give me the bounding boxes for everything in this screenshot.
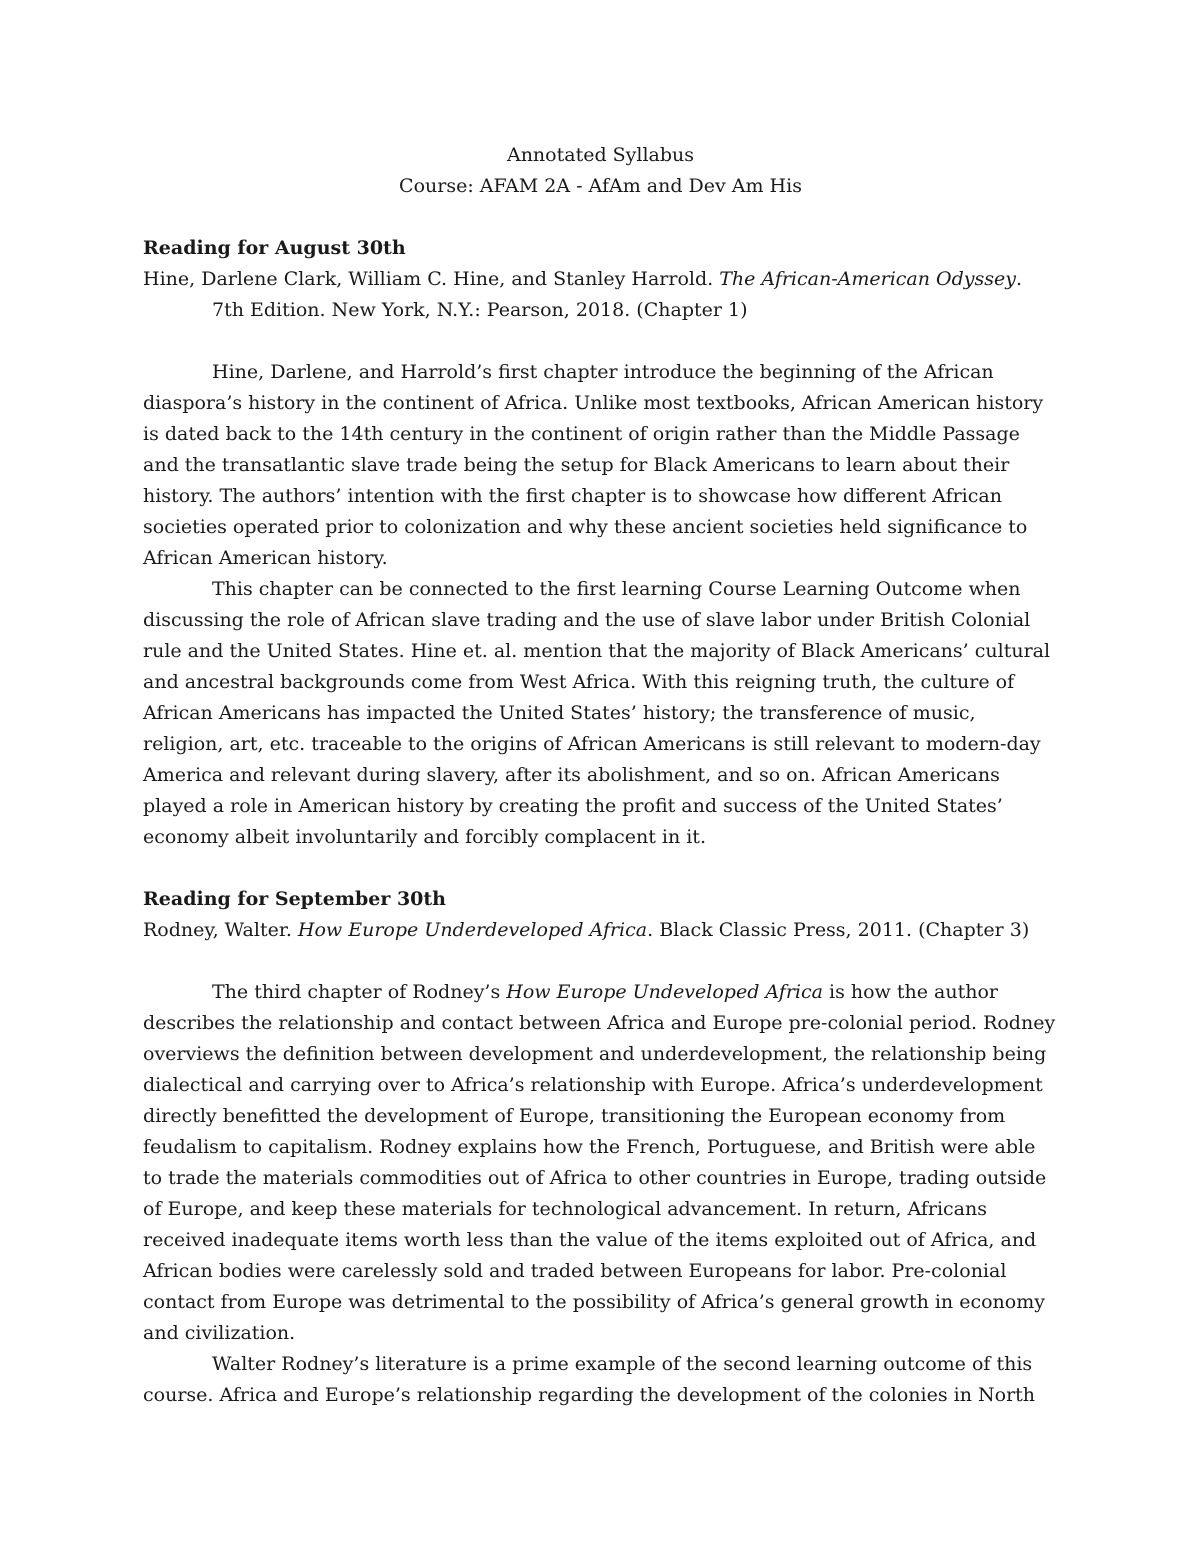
annotation-paragraph [143, 977, 1058, 1349]
section-heading: Reading for August 30th [143, 237, 406, 259]
annotation-paragraph: This chapter can be connected to the first learning Course Learning Outcome when discussing the role of African slave trading and the use of slave labor under British Colonial rule and the United States. Hine et. al. mention that the majority of Black Americans’ cultural and ancestral backgrounds come from West Africa. With this reigning truth, the culture of African Americans has impacted the United States’ history; the transference of music, religion, art, etc. traceable to the origins of African Americans is still relevant to modern-day America and relevant during slavery, after its abolishment, and so on. African Americans played a role in American history by creating the profit and success of the United States’ economy albeit involuntarily and forcibly complacent in it. [143, 578, 1051, 848]
citation [143, 264, 1058, 326]
paragraph-book-title: How Europe Undeveloped Africa [506, 981, 823, 1003]
document-page [143, 140, 1058, 1411]
section-heading: Reading for September 30th [143, 888, 446, 910]
title-block [143, 140, 1058, 202]
citation-details: . 7th Edition. New York, N.Y.: Pearson, 2018. (Chapter 1) [212, 268, 1023, 321]
paragraph-text: is how the author describes the relationship and contact between Africa and Europe pre-colonial period. Rodney overviews the definition between development and underdevelopment, the relationship being dialectical and carrying over to Africa’s relationship with Europe. Africa’s underdevelopment directly benefitted the development of Europe, transitioning the European economy from feudalism to capitalism. Rodney explains how the French, Portuguese, and British were able to trade the materials commodities out of Africa to other countries in Europe, trading outside of Europe, and keep these materials for technological advancement. In return, Africans received inadequate items worth less than the value of the items exploited out of Africa, and African bodies were carelessly sold and traded between Europeans for labor. Pre-colonial contact from Europe was detrimental to the possibility of Africa’s general growth in economy and civilization. [143, 981, 1056, 1344]
annotation-paragraph: Walter Rodney’s literature is a prime example of the second learning outcome of this course. Africa and Europe’s relationship regarding the development of the colonies in North [143, 1353, 1036, 1406]
citation [143, 915, 1058, 946]
paragraph-text: The third chapter of Rodney’s [212, 981, 507, 1003]
spacer [143, 853, 1058, 884]
section-august-30 [143, 233, 1058, 853]
spacer [143, 202, 1058, 233]
course-title: Course: AFAM 2A - AfAm and Dev Am His [399, 175, 802, 197]
section-september-30 [143, 884, 1058, 1411]
citation-author: Rodney, Walter. [143, 919, 298, 941]
citation-author: Hine, Darlene Clark, William C. Hine, and Stanley Harrold. [143, 268, 720, 290]
document-title: Annotated Syllabus [506, 144, 695, 166]
citation-details: . Black Classic Press, 2011. (Chapter 3) [647, 919, 1030, 941]
annotation-paragraph: Hine, Darlene, and Harrold’s first chapter introduce the beginning of the African diaspora’s history in the continent of Africa. Unlike most textbooks, African American history is dated back to the 14th century in the continent of origin rather than the Middle Passage and the transatlantic slave trade being the setup for Black Americans to learn about their history. The authors’ intention with the first chapter is to showcase how different African societies operated prior to colonization and why these ancient societies held significance to African American history. [143, 361, 1044, 569]
spacer [143, 326, 1058, 357]
citation-book-title: The African-American Odyssey [719, 268, 1016, 290]
spacer [143, 946, 1058, 977]
citation-book-title: How Europe Underdeveloped Africa [297, 919, 648, 941]
